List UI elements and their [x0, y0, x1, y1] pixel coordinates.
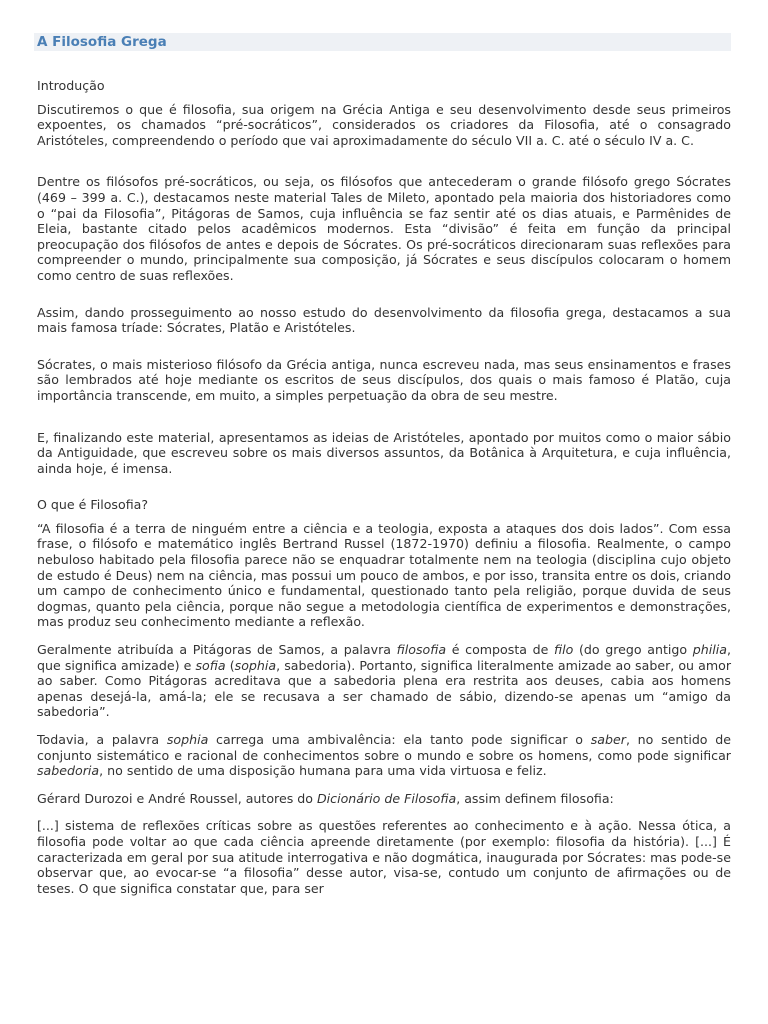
paragraph-2: Dentre os filósofos pré-socráticos, ou seja, os filósofos que antecederam o grande filósofo grego Sócrates (469 – 399 a. C.), destacamos neste material Tales de Mileto, apontado pela maioria dos historiadores como o “pai da Filosofia”, Pitágoras de Samos, cuja influência se faz sentir até os dias atuais, e Parmênides de Eleia, bastante citado pelos acadêmicos modernos. Esta “divisão” é feita em função da principal preocupação dos filósofos de antes e depois de Sócrates. Os pré-socráticos direcionaram suas reflexões para compreender o mundo, principalmente sua composição, já Sócrates e seus discípulos colocaram o homem como centro de suas reflexões.	[37, 174, 731, 283]
title-bar	[34, 33, 731, 51]
p7-text: , que significa amizade) e	[37, 642, 731, 673]
p8-text: Todavia, a palavra	[37, 732, 167, 747]
paragraph-8	[37, 732, 731, 779]
section-heading-introducao: Introdução	[37, 78, 105, 93]
p7-text: , sabedoria). Portanto, significa literalmente amizade ao saber, ou amor ao saber. Como Pitágoras acreditava que a sabedoria plena era restrita aos deuses, cabia aos homens apenas desejá-la, amá-la; ele se recusava a ser chamado de sábio, dizendo-se apenas um “amigo da sabedoria”.	[37, 657, 732, 720]
paragraph-9	[37, 791, 731, 807]
p7-text: é composta de	[446, 642, 555, 658]
paragraph-1: Discutiremos o que é filosofia, sua origem na Grécia Antiga e seu desenvolvimento desde seus primeiros expoentes, os chamados “pré-socráticos”, considerados os criadores da Filosofia, até o consagrado Aristóteles, compreendendo o período que vai aproximadamente do século VII a. C. até o século IV a. C.	[37, 101, 731, 148]
section-heading-o-que-e-filosofia: O que é Filosofia?	[37, 497, 149, 513]
document-title: A Filosofia Grega	[37, 34, 167, 50]
p8-italic-term: saber	[590, 732, 626, 747]
p7-italic-term: filo	[554, 642, 574, 658]
paragraph-7	[37, 642, 731, 720]
p7-text: (do grego antigo	[573, 642, 693, 658]
p8-italic-term: sophia	[166, 732, 209, 747]
p8-text: carrega uma ambivalência: ela tanto pode significar o	[208, 732, 591, 747]
p8-text: , no sentido de conjunto sistemático e racional de conhecimentos sobre o mundo e sobre os homens, como pode significar	[37, 732, 731, 763]
p7-text: (	[225, 657, 235, 673]
paragraph-4: Sócrates, o mais misterioso filósofo da Grécia antiga, nunca escreveu nada, mas seus ensinamentos e frases são lembrados até hoje mediante os escritos de seus discípulos, dos quais o mais famoso é Platão, cuja importância transcende, em muito, a simples perpetuação da obra de seu mestre.	[37, 356, 731, 403]
p7-italic-term: filosofia	[396, 642, 447, 658]
paragraph-5: E, finalizando este material, apresentamos as ideias de Aristóteles, apontado por muitos como o maior sábio da Antiguidade, que escreveu sobre os mais diversos assuntos, da Botânica à Arquitetura, e cuja influência, ainda hoje, é imensa.	[37, 429, 731, 476]
p9-text: Gérard Durozoi e André Roussel, autores do	[37, 790, 317, 806]
p7-italic-term: sophia	[234, 657, 277, 673]
p8-text: , no sentido de uma disposição humana para uma vida virtuosa e feliz.	[99, 763, 547, 779]
p8-italic-term: sabedoria	[37, 763, 100, 779]
p7-italic-term: sofia	[195, 657, 226, 673]
p9-italic-title: Dicionário de Filosofia	[316, 790, 457, 806]
p7-text: Geralmente atribuída a Pitágoras de Samos, a palavra	[37, 642, 397, 658]
paragraph-3: Assim, dando prosseguimento ao nosso estudo do desenvolvimento da filosofia grega, destacamos a sua mais famosa tríade: Sócrates, Platão e Aristóteles.	[37, 304, 731, 336]
p7-italic-term: philia	[692, 642, 727, 658]
p9-text: , assim definem filosofia:	[456, 790, 614, 806]
document-body	[37, 78, 731, 896]
paragraph-10-quote: [...] sistema de reflexões críticas sobre as questões referentes ao conhecimento e à ação. Nessa ótica, a filosofia pode voltar ao que cada ciência apreende diretamente (por exemplo: filosofia da história). [...] É caracterizada em geral por sua atitude interrogativa e não dogmática, inaugurada por Sócrates: mas pode-se observar que, ao evocar-se “a filosofia” desse autor, visa-se, contudo um conjunto de afirmações ou de teses. O que significa constatar que, para ser	[37, 818, 731, 896]
paragraph-6: “A filosofia é a terra de ninguém entre a ciência e a teologia, exposta a ataques dos dois lados”. Com essa frase, o filósofo e matemático inglês Bertrand Russel (1872-1970) definiu a filosofia. Realmente, o campo nebuloso habitado pela filosofia parece não se enquadrar totalmente nem na teologia (disciplina cujo objeto de estudo é Deus) nem na ciência, mas possui um pouco de ambos, e por isso, transita entre os dois, criando um campo de conhecimento único e fundamental, questionado tanto pela religião, porque duvida de seus dogmas, quanto pela ciência, porque não segue a metodologia científica de experimentos e demonstrações, mas produz seu conhecimento mediante a reflexão.	[37, 520, 731, 630]
